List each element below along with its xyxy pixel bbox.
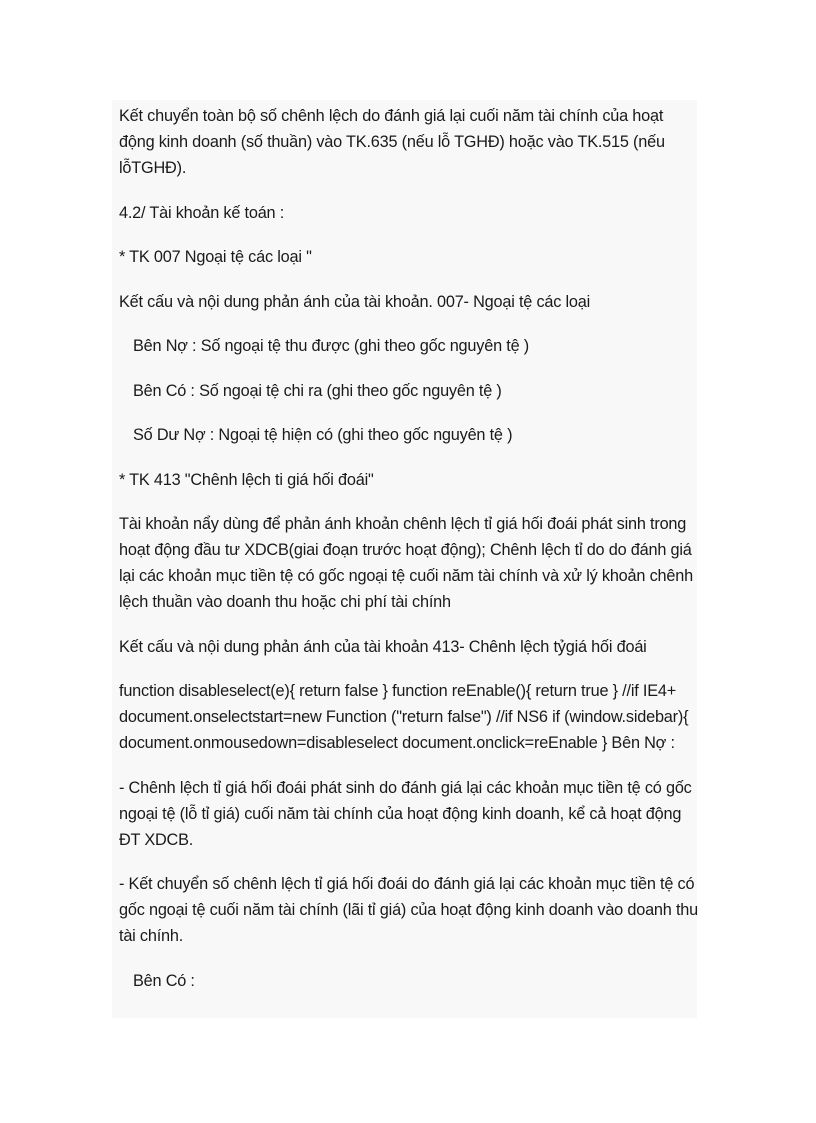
paragraph-debit-item-1: - Chênh lệch tỉ giá hối đoái phát sinh do đánh giá lại các khoản mục tiền tệ có gốc ngoại tệ (lỗ tỉ giá) cuối năm tài chính của hoạt động kinh doanh, kể cả hoạt động ĐT XDCB. xyxy=(119,778,692,849)
credit-side-413: Bên Có : xyxy=(133,971,195,990)
script-text-block: function disableselect(e){ return false } function reEnable(){ return true } //if IE4+ document.onselectstart=new Function ("return false") //if NS6 if (window.sidebar){ document.onmousedown=disableselect document.onclick=reEnable } Bên Nợ : xyxy=(119,682,689,752)
paragraph-structure-007: Kết cấu và nội dung phản ánh của tài khoản. 007- Ngoại tệ các loại xyxy=(119,292,591,311)
paragraph-structure-413: Kết cấu và nội dung phản ánh của tài khoản 413- Chênh lệch tỷgiá hối đoái xyxy=(119,637,647,656)
account-heading-413: * TK 413 "Chênh lệch ti giá hối đoái" xyxy=(119,470,374,489)
balance-007: Số Dư Nợ : Ngoại tệ hiện có (ghi theo gốc nguyên tệ ) xyxy=(133,426,513,444)
section-heading-4-2: 4.2/ Tài khoản kế toán : xyxy=(119,203,285,222)
paragraph-description-413: Tài khoản nẩy dùng để phản ánh khoản chênh lệch tỉ giá hối đoái phát sinh trong hoạt động đầu tư XDCB(giai đoạn trước hoạt động); Chênh lệch tỉ do do đánh giá lại các khoản mục tiền tệ có gốc ngoại tệ cuối năm tài chính và xử lý khoản chênh lệch thuần vào doanh thu hoặc chi phí tài chính xyxy=(119,515,693,611)
account-heading-007: * TK 007 Ngoại tệ các loại " xyxy=(119,248,312,266)
paragraph-debit-item-2: - Kết chuyển số chênh lệch tỉ giá hối đoái do đánh giá lại các khoản mục tiền tệ có gốc ngoại tệ cuối năm tài chính (lãi tỉ giá) của hoạt động kinh doanh vào doanh thu tài chính. xyxy=(119,875,698,945)
paragraph-ket-chuyen: Kết chuyển toàn bộ số chênh lệch do đánh giá lại cuối năm tài chính của hoạt động kinh doanh (số thuần) vào TK.635 (nếu lỗ TGHĐ) hoặc vào TK.515 (nếu lỗTGHĐ). xyxy=(119,107,665,177)
debit-side-007: Bên Nợ : Số ngoại tệ thu được (ghi theo gốc nguyên tệ ) xyxy=(133,337,529,355)
document-body xyxy=(119,103,699,1012)
credit-side-007: Bên Có : Số ngoại tệ chi ra (ghi theo gốc nguyên tệ ) xyxy=(133,381,502,400)
